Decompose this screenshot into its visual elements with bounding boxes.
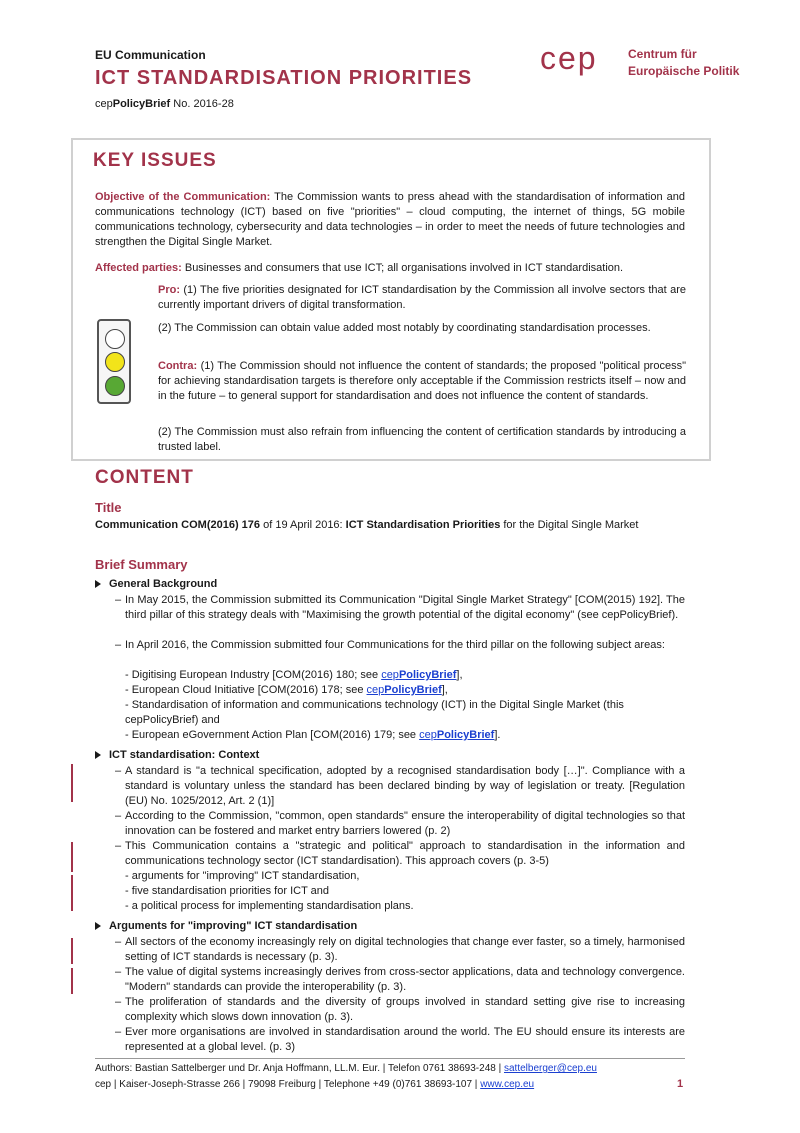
- brief-summary-heading: Brief Summary: [95, 557, 188, 572]
- sub-item: - five standardisation priorities for ICT and: [125, 885, 329, 897]
- pro-paragraph-1: Pro: (1) The five priorities designated for ICT standardisation by the Commission all involve sectors that are currently important drivers of digital transformation.: [158, 284, 686, 311]
- list-item: – This Communication contains a "strategic and political" approach to standardisation in the information and communications technology sector (ICT standardisation). This approach covers (p. 3-5): [115, 840, 685, 867]
- document-title: ICT STANDARDISATION PRIORITIES: [95, 67, 473, 89]
- list-item: – Ever more organisations are involved in standardisation around the world. The EU should ensure its interests are represented at a global level. (p. 3): [115, 1026, 685, 1053]
- change-bar: [71, 938, 73, 964]
- contra-paragraph-1: Contra: (1) The Commission should not influence the content of standards; the proposed "political process" for achieving standardisation targets is therefore only acceptable if the Commission restricts itself – now and in the future – to general support for standardisation and does not influence the content of standards.: [158, 360, 686, 402]
- section-heading-general-background: General Background: [95, 578, 217, 590]
- cep-logo-text: Centrum für Europäische Politik: [628, 47, 740, 78]
- change-bar: [71, 842, 73, 872]
- contra-paragraph-2: (2) The Commission must also refrain from influencing the content of certification standards by introducing a trusted label.: [158, 426, 686, 453]
- list-item: – A standard is "a technical specification, adopted by a recognised standardisation body […]". Compliance with a standard is voluntary unless the standard has been declared binding by way of legislation or treaty. [Regulation (EU) No. 1025/2012, Art. 2 (1)]: [115, 765, 685, 807]
- footer-rule: [95, 1058, 685, 1059]
- key-issues-title: KEY ISSUES: [93, 150, 217, 171]
- section-heading-ict-context: ICT standardisation: Context: [95, 749, 259, 761]
- page-number: 1: [677, 1078, 684, 1090]
- list-item: – According to the Commission, "common, open standards" ensure the interoperability of digital technologies so that innovation can be fostered and market entry barriers lowered (p. 2): [115, 810, 685, 837]
- traffic-light-green: [105, 376, 125, 396]
- list-item: – In May 2015, the Commission submitted its Communication "Digital Single Market Strategy" [COM(2015) 192]. The third pillar of this strategy deals with "Maximising the growth potential of the digital economy" (see cepPolicyBrief).: [115, 594, 685, 621]
- sub-item: - Standardisation of information and communications technology (ICT) in the Digital Single Market (this cepPolicyBrief) and: [125, 699, 624, 726]
- change-bar: [71, 875, 73, 911]
- website-link[interactable]: www.cep.eu: [480, 1079, 535, 1090]
- policybrief-link[interactable]: cepPolicyBrief: [419, 729, 495, 741]
- sub-item: - a political process for implementing standardisation plans.: [125, 900, 414, 912]
- cep-logo: cep: [540, 40, 598, 76]
- sub-item: - Digitising European Industry [COM(2016) 180; see cepPolicyBrief],: [125, 669, 463, 681]
- sub-item: - European eGovernment Action Plan [COM(2016) 179; see cepPolicyBrief].: [125, 729, 501, 741]
- list-item: – All sectors of the economy increasingly rely on digital technologies that change ever faster, so a timely, harmonised setting of ICT standards is necessary (p. 3).: [115, 936, 685, 963]
- policybrief-link[interactable]: cepPolicyBrief: [366, 684, 442, 696]
- section-heading-arguments: Arguments for "improving" ICT standardisation: [95, 920, 357, 932]
- sub-item: - European Cloud Initiative [COM(2016) 178; see cepPolicyBrief],: [125, 684, 448, 696]
- list-item: – In April 2016, the Commission submitted four Communications for the third pillar on the following subject areas:: [115, 639, 665, 651]
- document-kicker: EU Communication: [95, 48, 206, 62]
- policybrief-link[interactable]: cepPolicyBrief: [381, 669, 457, 681]
- change-bar: [71, 764, 73, 802]
- series-line: cepPolicyBrief No. 2016-28: [95, 98, 234, 110]
- footer-address: cep | Kaiser-Joseph-Strasse 266 | 79098 Freiburg | Telephone +49 (0)761 38693-107 | www.cep.eu: [95, 1079, 535, 1090]
- affected-paragraph: Affected parties: Businesses and consumers that use ICT; all organisations involved in ICT standardisation.: [95, 262, 624, 274]
- sub-item: - arguments for "improving" ICT standardisation,: [125, 870, 360, 882]
- footer-authors: Authors: Bastian Sattelberger und Dr. Anja Hoffmann, LL.M. Eur. | Telefon 0761 38693-248 | sattelberger@cep.eu: [95, 1063, 597, 1074]
- traffic-light-yellow: [105, 352, 125, 372]
- objective-paragraph: Objective of the Communication: The Commission wants to press ahead with the standardisation of information and communications technology (ICT) based on five "priorities" – cloud computing, the internet of things, 5G mobile communications technology, cybersecurity and data technologies – in order to meet the needs of future technologies and strengthen the Digital Single Market.: [95, 191, 685, 248]
- list-item: – The proliferation of standards and the diversity of groups involved in standard setting give rise to increasing complexity which slows down innovation (p. 3).: [115, 996, 685, 1023]
- content-title: CONTENT: [95, 467, 194, 488]
- change-bar: [71, 968, 73, 994]
- traffic-light-icon: [97, 319, 131, 404]
- email-link[interactable]: sattelberger@cep.eu: [503, 1063, 597, 1074]
- title-heading: Title: [95, 500, 122, 515]
- list-item: – The value of digital systems increasingly derives from cross-sector applications, data and technology convergence. "Modern" standards can provide the interoperability (p. 3).: [115, 966, 685, 993]
- pro-paragraph-2: (2) The Commission can obtain value added most notably by coordinating standardisation processes.: [158, 322, 651, 334]
- traffic-light-white: [105, 329, 125, 349]
- title-paragraph: Communication COM(2016) 176 of 19 April 2016: ICT Standardisation Priorities for the Digital Single Market: [95, 519, 639, 531]
